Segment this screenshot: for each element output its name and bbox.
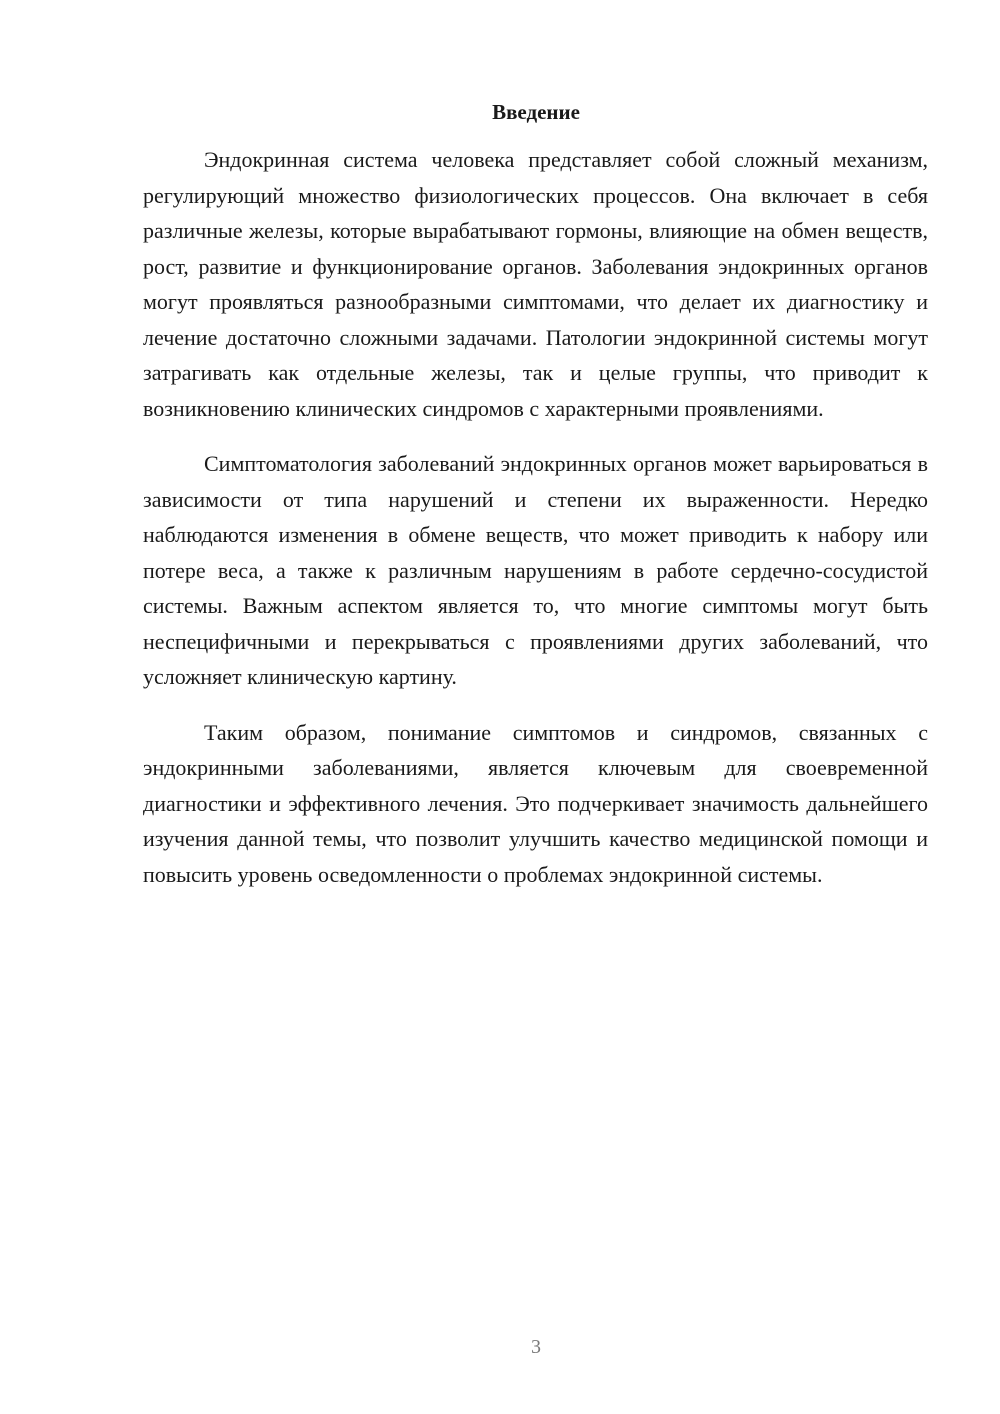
document-body	[143, 142, 928, 912]
page-number: 3	[531, 1336, 541, 1358]
paragraph-2: Симптоматология заболеваний эндокринных органов может варьироваться в зависимости от типа нарушений и степени их выраженности. Нередко наблюдаются изменения в обмене веществ, что может приводить к набору или потере веса, а также к различным нарушениям в работе сердечно-сосудистой системы. Важным аспектом является то, что многие симптомы могут быть неспецифичными и перекрываться с проявлениями других заболеваний, что усложняет клиническую картину.	[143, 451, 928, 689]
paragraph-3: Таким образом, понимание симптомов и синдромов, связанных с эндокринными заболеваниями, является ключевым для своевременной диагностики и эффективного лечения. Это подчеркивает значимость дальнейшего изучения данной темы, что позволит улучшить качество медицинской помощи и повысить уровень осведомленности о проблемах эндокринной системы.	[143, 719, 928, 887]
paragraph-1: Эндокринная система человека представляет собой сложный механизм, регулирующий множество физиологических процессов. Она включает в себя различные железы, которые вырабатывают гормоны, влияющие на обмен веществ, рост, развитие и функционирование органов. Заболевания эндокринных органов могут проявляться разнообразными симптомами, что делает их диагностику и лечение достаточно сложными задачами. Патологии эндокринной системы могут затрагивать как отдельные железы, так и целые группы, что приводит к возникновению клинических синдромов с характерными проявлениями.	[143, 147, 928, 421]
section-title: Введение	[492, 100, 580, 124]
